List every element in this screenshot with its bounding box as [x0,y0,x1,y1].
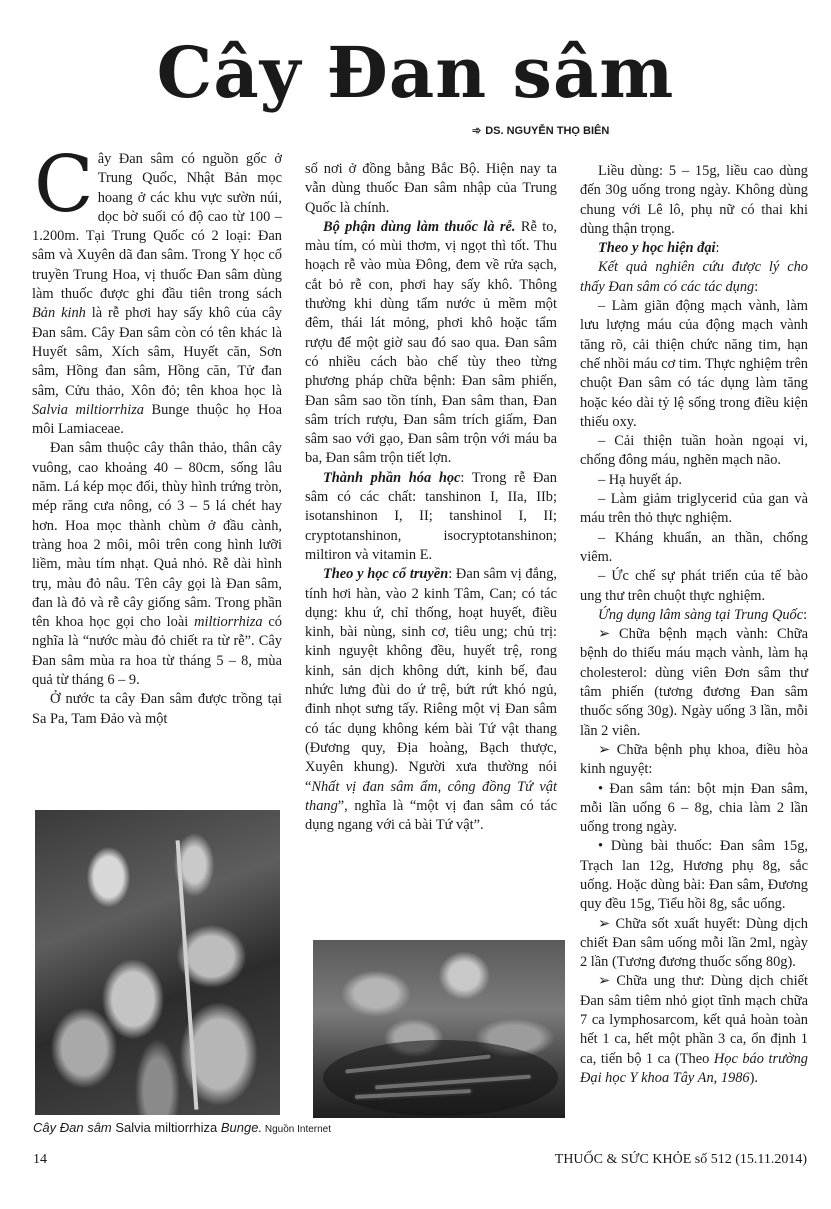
text: : [803,606,808,623]
paragraph-import: số nơi ở đồng bằng Bắc Bộ. Hiện nay ta vẫn dùng thuốc Đan sâm nhập của Trung Quốc là chính. [305,161,557,216]
list-item: ➢ Chữa bệnh phụ khoa, điều hòa kinh nguyệt: [580,741,808,778]
text: có nghĩa là “nước màu đỏ chiết ra từ rễ”. Cây Đan sâm mùa ra hoa từ tháng 5 – 8, mùa quả từ tháng 6 – 9. [32,614,282,689]
section-heading: Theo y học cổ truyền [323,566,449,583]
text: ”, nghĩa là “một vị đan sâm có tác dụng ngang với cả bài Tứ vật”. [305,797,557,834]
root-photo [313,940,565,1118]
plant-stem [176,840,199,1110]
plant-photo [35,810,280,1115]
section-heading: Bộ phận dùng làm thuốc là rễ. [323,218,516,235]
list-item: • Dùng bài thuốc: Đan sâm 15g, Trạch lan 12g, Hương phụ 8g, sắc uống. Hoặc dùng bài: Đan sâm, Đương quy đều 15g, Tiểu hồi 8g, sắc uống. [580,838,808,913]
paragraph-intro [32,140,282,439]
subheading: Ứng dụng lâm sàng tại Trung Quốc [598,606,804,623]
publication-footer: THUỐC & SỨC KHỎE số 512 (15.11.2014) [554,1152,807,1167]
section-heading-modern [580,239,808,258]
book-title: Bản kinh [32,305,86,322]
text: ). [749,1069,759,1086]
text: Đan sâm thuộc cây thân thảo, thân cây vuông, cao khoảng 40 – 80cm, sống lâu năm. Lá kép mọc đối, thùy hình trứng tròn, mép răng cưa nông, có 3 – 5 lá chét hay hơn. Hoa mọc thành chùm ở đầu cành, tràng hoa 2 môi, môi trên cong hình lưỡi liềm, màu tím nhạt. Quả nhỏ. Rễ dài hình trụ, màu đỏ nâu. Tên cây gọi là Đan sâm, đan là đỏ và rễ cây giống sâm. Trong phần tên khoa học gọi cho loài [32,440,282,631]
text: Bunge thuộc họ Hoa môi Lamiaceae. [32,401,282,438]
column-2 [305,160,557,835]
section-heading: Thành phần hóa học [323,469,461,486]
list-item: ➢ Chữa sốt xuất huyết: Dùng dịch chiết Đan sâm uống mỗi lần 2ml, ngày 2 lần (Tương đương thuốc sống 80g). [580,915,808,971]
text: : Trong rễ Đan sâm có các chất: tanshinon I, IIa, IIb; isotanshinon I, II; tanshinol I, II; cryptotanshinon, isocryptotanshinon; miltiron và vitamin E. [305,469,557,563]
list-item: – Làm giãn động mạch vành, làm lưu lượng máu của động mạch vành tăng rõ, cải thiện chức năng tim, hạn chế nhồi máu cơ tim. Thực nghiệm trên chuột Đan sâm có tác dụng làm tăng hoặc kéo dài tỷ lệ sống trong điều kiện thiếu oxy. [580,298,808,430]
text: : Đan sâm vị đắng, tính hơi hàn, vào 2 kinh Tâm, Can; có tác dụng: khu ứ, chỉ thống, hoạt huyết, điều kinh, bài nùng, sinh cơ, tiêu ung; chủ trị: kinh nguyệt không đều, huyết trệ, rong kinh, sản dịch không dứt, kinh bế, đau nhức lưng đùi do ứ trệ, bứt rứt khó ngủ, đinh nhọt sưng tấy. Riêng một vị Đan sâm có tác dụng không kém bài Tứ vật thang (Đương quy, Địa hoàng, Bạch thược, Xuyên khung). Người xưa thường nói “ [305,566,558,795]
list-item: – Ức chế sự phát triển của tế bào ung thư trên chuột thực nghiệm. [580,568,808,604]
section-heading: Theo y học hiện đại [598,240,716,257]
list-item: – Cải thiện tuần hoàn ngoại vi, chống đông máu, nghẽn mạch não. [580,433,808,469]
column-1 [32,140,282,729]
text: Cây Đan sâm [33,1120,116,1135]
subheading-research [580,258,808,297]
subheading-clinical [580,606,808,625]
list-item: – Hạ huyết áp. [598,471,682,488]
article-title: Cây Đan sâm [156,31,675,114]
quote: Nhất vị đan sâm ẩm, công đồng Tứ vật thang [305,778,557,814]
author-name: DS. NGUYỄN THỌ BIÊN [485,125,610,137]
arrow-icon: ➾ [472,125,482,137]
paragraph-chemistry [305,469,557,565]
drop-cap: C [34,140,94,230]
paragraph-traditional [305,565,557,835]
column-3 [580,162,808,1088]
scientific-name: miltiorrhiza [194,614,263,631]
text: ây Đan sâm có nguồn gốc ở Trung Quốc, Nhật Bản mọc hoang ở các khu vực sườn núi, dọc bờ suối có độ cao từ 100 – 1.200m. Tại Trung Quốc có 2 loại: Đan sâm và Xuyên dã đan sâm. Trong Y học cổ truyền Trung Hoa, vị thuốc Đan sâm dùng làm thuốc được ghi đầu tiên trong sách [32,151,282,303]
list-item: ➢ Chữa bệnh mạch vành: Chữa bệnh do thiếu máu mạch vành, làm hạ cholesterol: dùng viên Đơn sâm thư tâm phiến (tương đương Đan sâm thuốc sống 30g). Ngày uống 3 lần, mỗi lần 2 viên. [580,626,808,739]
list-item: – Kháng khuẩn, an thần, chống viêm. [580,529,808,565]
list-item [580,972,808,1088]
paragraph-parts-used [305,218,557,469]
citation: Học báo trường Đại học Y khoa Tây An, 1986 [580,1050,808,1086]
text: Rễ to, màu tím, có mùi thơm, vị ngọt thì tốt. Thu hoạch rễ vào mùa Đông, đem về rửa sạch, cắt bỏ rễ con, phơi hay sấy khô. Thông thường khi dùng tẩm nước ủ mềm một đêm, thái lát mỏng, phơi khô hoặc tẩm rượu để một giờ sau đó sao qua. Đan sâm có nhiều cách bào chế tùy theo từng phương pháp chữa bệnh: Đan sâm phiến, Đan sâm sao tồn tính, Đan sâm than, Đan sâm trích rượu, Đan sâm trích giấm, Đan sâm sao với gạo, Đan sâm trộn với máu ba ba, Đan sâm trộn tiết lợn. [305,218,557,467]
text: : [754,278,759,295]
photo-source: Nguồn Internet [262,1124,332,1135]
list-item: – Làm giảm triglycerid của gan và máu trên thỏ thực nghiệm. [580,491,808,527]
text: ➢ Chữa ung thư: Dùng dịch chiết Đan sâm tiêm nhỏ giọt tĩnh mạch chữa 7 ca lymphosarcom, kết quả hoàn toàn hết 1 ca, hết một phần 3 ca, ổn định 1 ca, tiến bộ 1 ca (Theo [580,973,808,1067]
subheading: Kết quả nghiên cứu được lý cho thấy Đan sâm có các tác dụng [580,259,808,295]
author-byline [472,124,609,137]
text: Bunge. [217,1120,263,1135]
photo-caption [33,1120,331,1135]
list-item: • Đan sâm tán: bột mịn Đan sâm, mỗi lần uống 6 – 8g, chia làm 2 lần uống trong ngày. [580,780,808,836]
paragraph-cultivation: Ở nước ta cây Đan sâm được trồng tại Sa Pa, Tam Đảo và một [32,691,282,727]
text: : [715,240,720,257]
page-number: 14 [33,1152,47,1167]
paragraph-description [32,439,282,690]
text: là rễ phơi hay sấy khô của cây Đan sâm. Cây Đan sâm còn có tên khác là Huyết sâm, Xích sâm, Huyết căn, Sơn sâm, Hồng đan sâm, Hồng căn, Tử đan sâm, Cửu thảo, Xôn đỏ; tên khoa học là [32,305,282,399]
scientific-name: Salvia miltiorrhiza [32,401,144,418]
paragraph-dosage: Liều dùng: 5 – 15g, liều cao dùng đến 30g uống trong ngày. Không dùng chung với Lê lô, phụ nữ có thai khi dùng thận trọng. [580,163,808,237]
scientific-name: Salvia miltiorrhiza [115,1120,218,1135]
